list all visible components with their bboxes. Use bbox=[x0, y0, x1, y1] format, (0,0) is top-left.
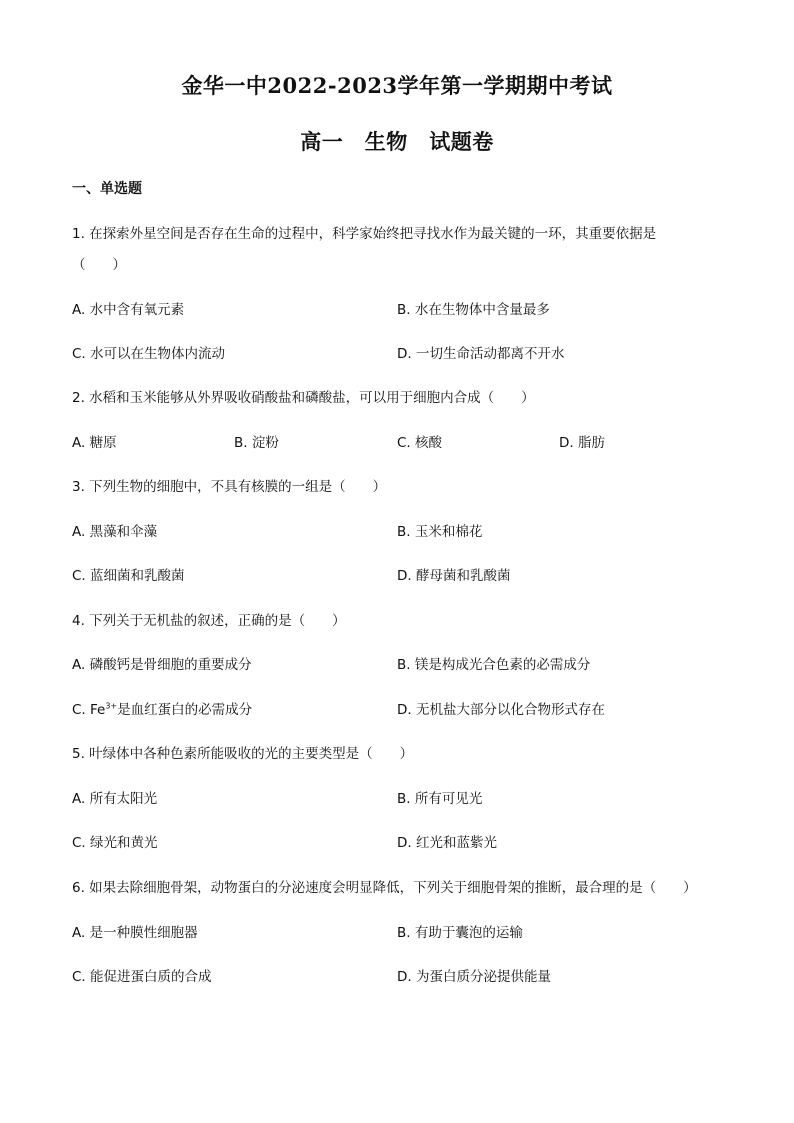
question-6-stem: 6. 如果去除细胞骨架，动物蛋白的分泌速度会明显降低，下列关于细胞骨架的推断，最合理的是（ ） bbox=[72, 880, 697, 896]
question-5-stem: 5. 叶绿体中各种色素所能吸收的光的主要类型是（ ） bbox=[72, 746, 414, 762]
question-6-option-a: A. 是一种膜性细胞器 bbox=[72, 925, 198, 941]
question-5-option-c: C. 绿光和黄光 bbox=[72, 835, 158, 851]
question-2-option-d: D. 脂肪 bbox=[559, 435, 605, 451]
question-1-option-c: C. 水可以在生物体内流动 bbox=[72, 346, 226, 362]
question-2-option-b: B. 淀粉 bbox=[234, 435, 279, 451]
question-4-option-a: A. 磷酸钙是骨细胞的重要成分 bbox=[72, 657, 252, 673]
ion-charge: 3+ bbox=[105, 701, 118, 711]
question-1-option-a: A. 水中含有氧元素 bbox=[72, 302, 185, 318]
question-3-option-b: B. 玉米和棉花 bbox=[397, 524, 483, 540]
question-3-option-d: D. 酵母菌和乳酸菌 bbox=[397, 568, 511, 584]
question-1-stem-cont: （ ） bbox=[72, 257, 126, 273]
exam-subtitle: 高一 生物 试题卷 bbox=[300, 129, 494, 154]
question-4-option-c bbox=[72, 698, 252, 718]
question-4-option-d: D. 无机盐大部分以化合物形式存在 bbox=[397, 702, 605, 718]
question-1-option-b: B. 水在生物体中含量最多 bbox=[397, 302, 550, 318]
question-1-stem: 1. 在探索外星空间是否存在生命的过程中，科学家始终把寻找水作为最关键的一环，其重要依据是 bbox=[72, 226, 657, 242]
question-1-option-d: D. 一切生命活动都离不开水 bbox=[397, 346, 565, 362]
question-5-option-a: A. 所有太阳光 bbox=[72, 791, 158, 807]
question-6-option-d: D. 为蛋白质分泌提供能量 bbox=[397, 969, 551, 985]
option-c-text: 是血红蛋白的必需成分 bbox=[117, 702, 253, 718]
question-3-option-c: C. 蓝细菌和乳酸菌 bbox=[72, 568, 185, 584]
question-6-option-c: C. 能促进蛋白质的合成 bbox=[72, 969, 212, 985]
exam-title: 金华一中2022-2023学年第一学期期中考试 bbox=[181, 73, 613, 98]
question-4-stem: 4. 下列关于无机盐的叙述，正确的是（ ） bbox=[72, 613, 346, 629]
question-5-option-d: D. 红光和蓝紫光 bbox=[397, 835, 497, 851]
question-3-option-a: A. 黑藻和伞藻 bbox=[72, 524, 158, 540]
question-6-option-b: B. 有助于囊泡的运输 bbox=[397, 925, 523, 941]
question-3-stem: 3. 下列生物的细胞中，不具有核膜的一组是（ ） bbox=[72, 479, 387, 495]
question-2-option-a: A. 糖原 bbox=[72, 435, 117, 451]
option-c-prefix: C. Fe bbox=[72, 702, 106, 718]
question-2-stem: 2. 水稻和玉米能够从外界吸收硝酸盐和磷酸盐，可以用于细胞内合成（ ） bbox=[72, 390, 535, 406]
question-4-option-b: B. 镁是构成光合色素的必需成分 bbox=[397, 657, 591, 673]
question-5-option-b: B. 所有可见光 bbox=[397, 791, 483, 807]
section-heading: 一、单选题 bbox=[72, 181, 142, 197]
question-2-option-c: C. 核酸 bbox=[397, 435, 443, 451]
